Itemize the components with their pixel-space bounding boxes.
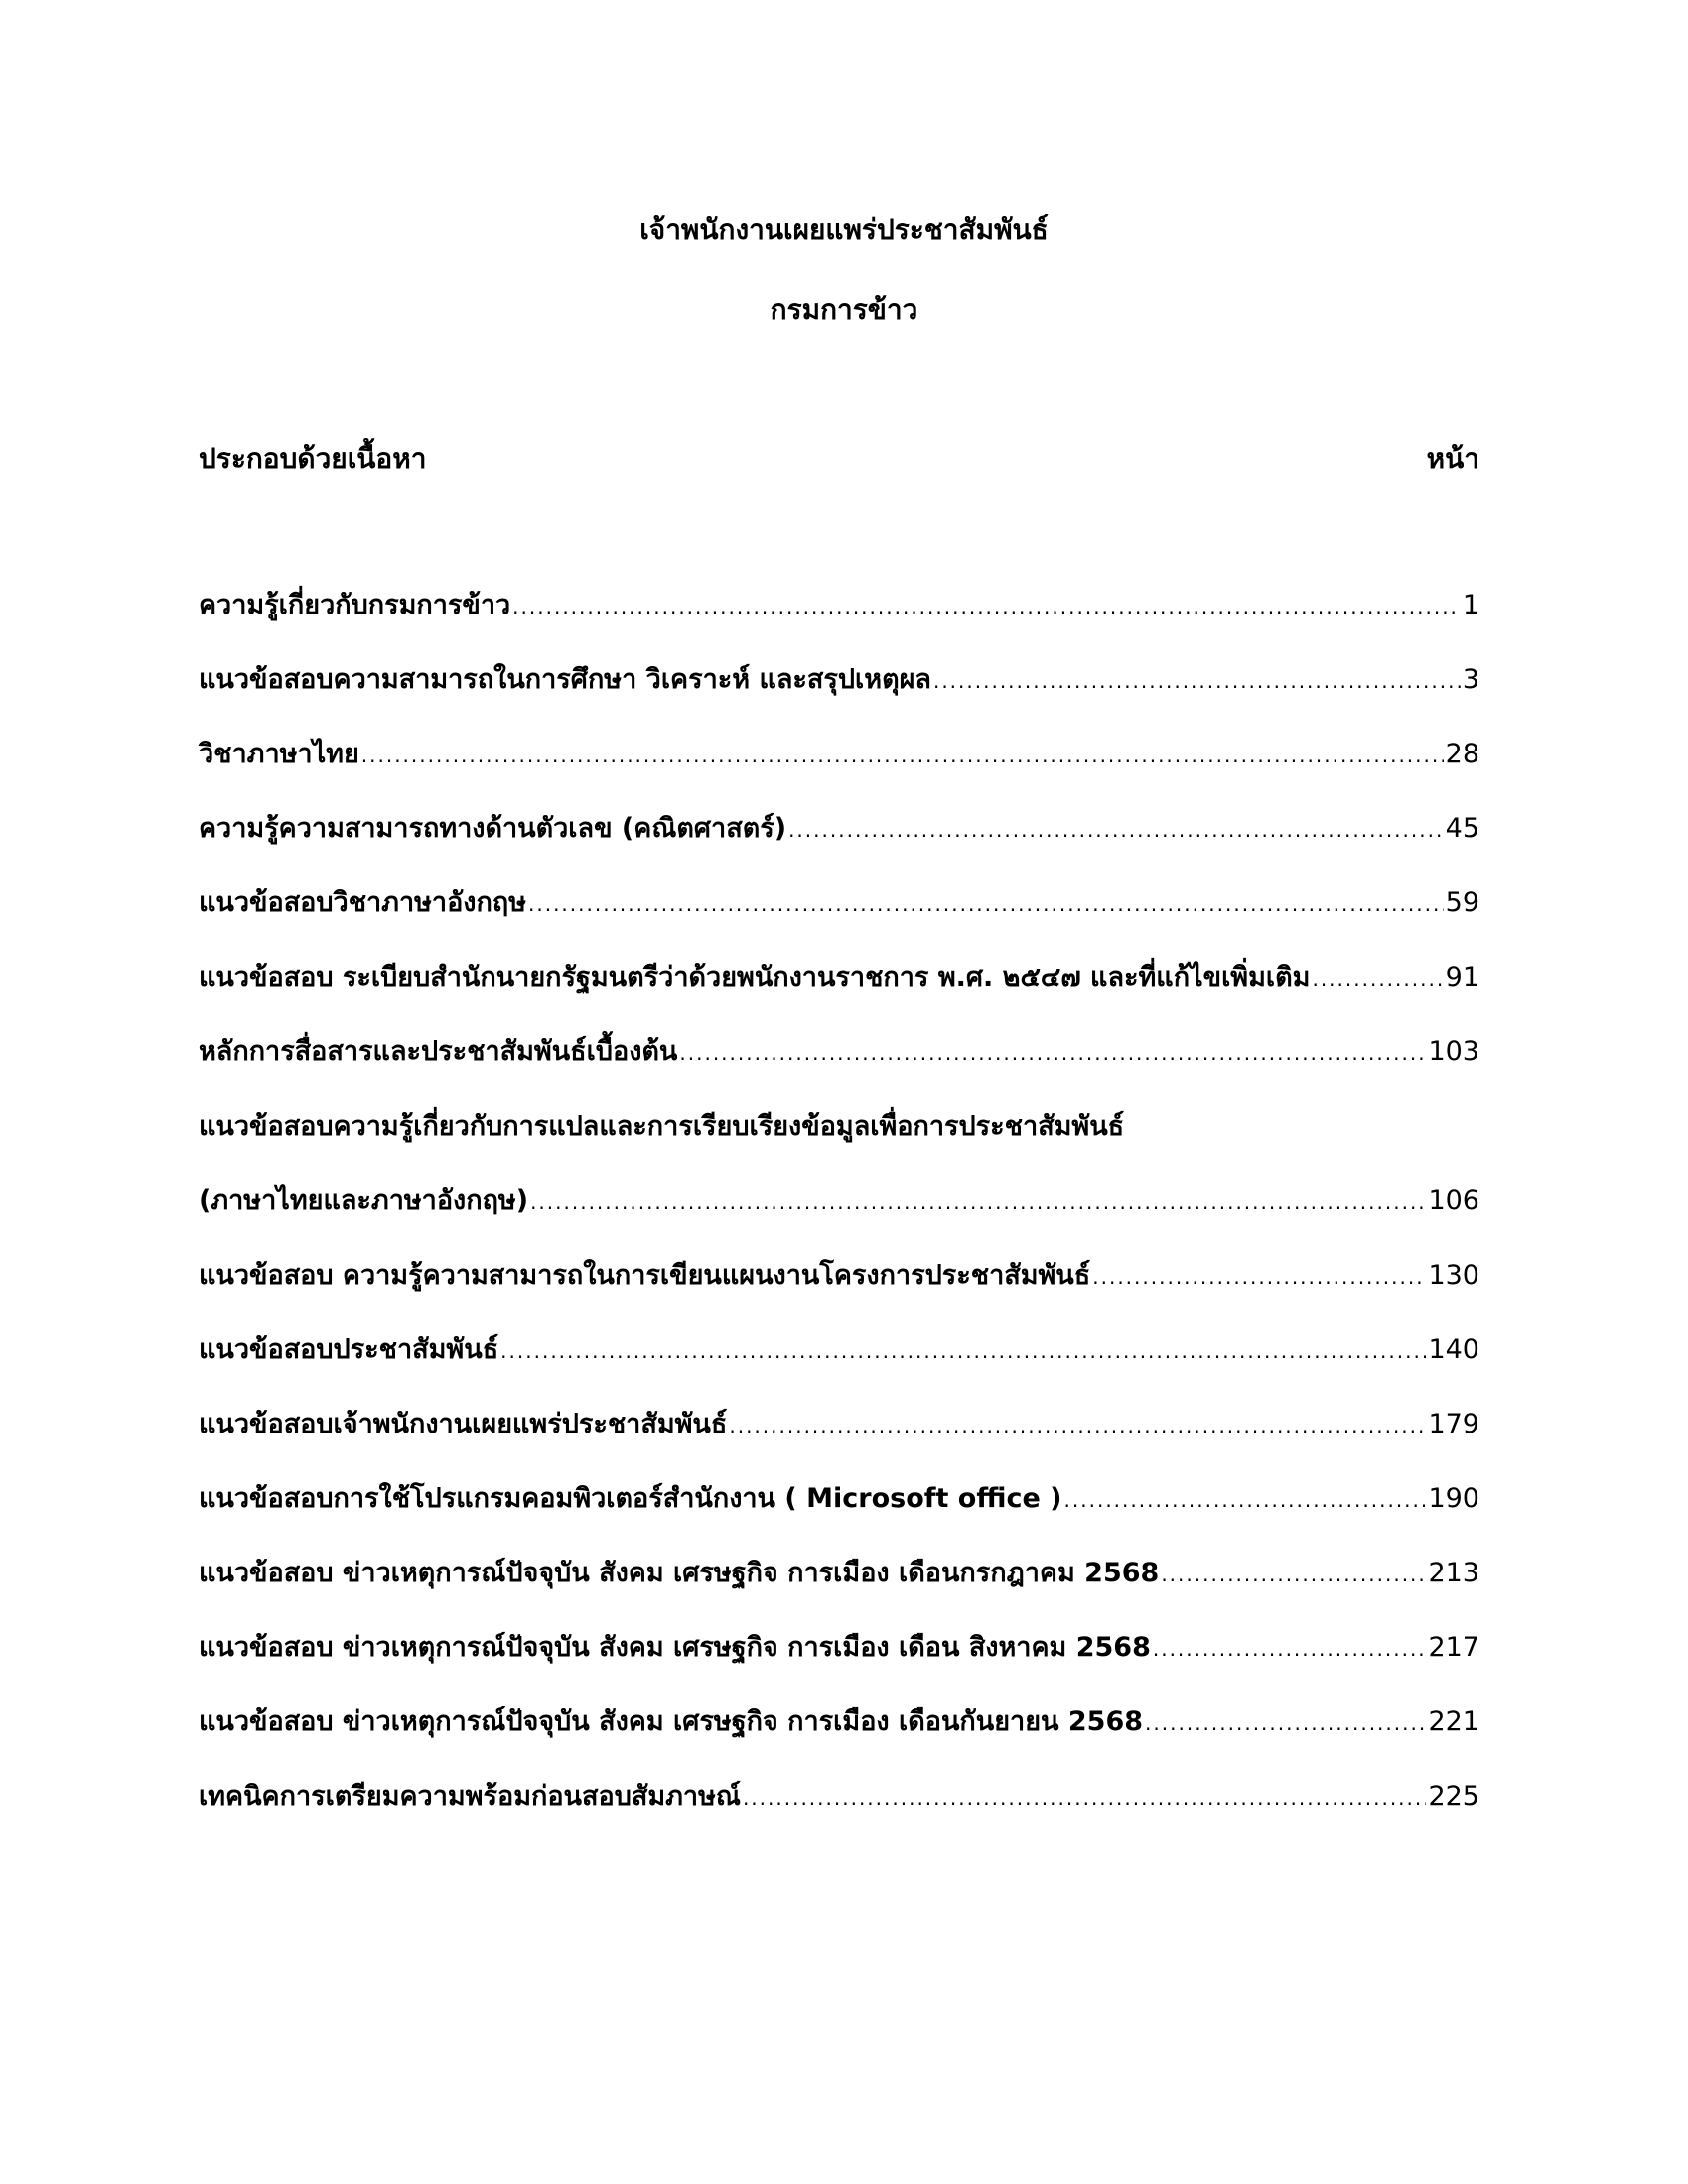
toc-item-label: แนวข้อสอบ ความรู้ความสามารถในการเขียนแผนงานโครงการประชาสัมพันธ์ [199,1260,1091,1291]
toc-item [199,1254,1479,1297]
toc-item-label: ความรู้ความสามารถทางด้านตัวเลข (คณิตศาสตร์) [199,813,787,844]
toc-item-label: ความรู้เกี่ยวกับกรมการข้าว [199,590,511,620]
toc-item [199,1179,1479,1223]
toc-item-page: 130 [1428,1260,1479,1291]
toc-leader [500,1329,1426,1373]
toc-item [199,1775,1479,1819]
toc-item-label: แนวข้อสอบ ข่าวเหตุการณ์ปัจจุบัน สังคม เศรษฐกิจ การเมือง เดือนกันยายน 2568 [199,1706,1144,1737]
toc-leader [933,659,1461,703]
toc-leader [788,808,1444,852]
toc-item [199,658,1479,702]
toc-leader [361,734,1444,777]
toc-leader [1161,1553,1426,1596]
toc-item-label: หลักการสื่อสารและประชาสัมพันธ์เบื้องต้น [199,1036,678,1067]
toc-item [199,882,1479,925]
toc-item-label: แนวข้อสอบประชาสัมพันธ์ [199,1334,499,1365]
toc-leader [1092,1255,1426,1298]
contents-heading: ประกอบด้วยเนื้อหา [199,442,427,475]
toc-item [199,1403,1479,1446]
toc-item [199,1701,1479,1744]
toc-item-page: 179 [1428,1409,1479,1439]
toc-leader [679,1031,1426,1075]
toc-item-page: 28 [1445,739,1479,769]
toc-item [199,807,1479,851]
toc-item-label: แนวข้อสอบ ข่าวเหตุการณ์ปัจจุบัน สังคม เศรษฐกิจ การเมือง เดือน สิงหาคม 2568 [199,1632,1151,1663]
toc-item-page: 103 [1428,1036,1479,1067]
toc-item [199,733,1479,776]
toc-item [199,1626,1479,1670]
toc-item-page: 91 [1445,962,1479,993]
toc-item-page: 1 [1462,590,1479,620]
toc-item-label: (ภาษาไทยและภาษาอังกฤษ) [199,1185,529,1216]
toc-item-label: แนวข้อสอบ ข่าวเหตุการณ์ปัจจุบัน สังคม เศรษฐกิจ การเมือง เดือนกรกฎาคม 2568 [199,1558,1160,1588]
toc-leader [512,585,1461,628]
toc-item [199,584,1479,627]
toc-leader [743,1776,1427,1820]
toc-header [199,439,1479,478]
toc-leader [729,1404,1426,1447]
toc-item [199,956,1479,1000]
toc-leader [1145,1702,1426,1745]
toc-leader [530,1180,1426,1224]
toc-leader [1153,1627,1427,1671]
toc-item [199,1030,1479,1074]
toc-item [199,1552,1479,1595]
toc-item-page: 106 [1428,1185,1479,1216]
toc-item-label: แนวข้อสอบ ระเบียบสำนักนายกรัฐมนตรีว่าด้วยพนักงานราชการ พ.ศ. ๒๕๔๗ และที่แก้ไขเพิ่มเติม [199,962,1311,993]
toc-item-label: แนวข้อสอบความสามารถในการศึกษา วิเคราะห์ และสรุปเหตุผล [199,664,931,695]
toc-item-page: 217 [1428,1632,1479,1663]
toc-item-page: 213 [1428,1558,1479,1588]
toc-item [199,1328,1479,1372]
toc-leader [528,883,1444,926]
toc-item-page: 3 [1462,664,1479,695]
toc-item-page: 140 [1428,1334,1479,1365]
toc-item-page: 45 [1445,813,1479,844]
toc-item-label: แนวข้อสอบการใช้โปรแกรมคอมพิวเตอร์สำนักงาน ( Microsoft office ) [199,1483,1062,1514]
toc-leader [1312,957,1443,1001]
page-heading: หน้า [1426,442,1479,475]
toc-item-page: 59 [1445,887,1479,918]
toc-item-label: เทคนิคการเตรียมความพร้อมก่อนสอบสัมภาษณ์ [199,1781,741,1812]
toc-item-page: 221 [1428,1706,1479,1737]
toc-item-label-line1: แนวข้อสอบความรู้เกี่ยวกับการแปลและการเรียบเรียงข้อมูลเพื่อการประชาสัมพันธ์ [199,1111,1125,1142]
document-subtitle: กรมการข้าว [770,293,918,326]
toc-item-label: วิชาภาษาไทย [199,739,359,769]
toc-item-label: แนวข้อสอบวิชาภาษาอังกฤษ [199,887,526,918]
toc-item-page: 190 [1428,1483,1479,1514]
toc-item-page: 225 [1428,1781,1479,1812]
toc-item [199,1477,1479,1521]
toc-item-label: แนวข้อสอบเจ้าพนักงานเผยแพร่ประชาสัมพันธ์ [199,1409,728,1439]
document-title: เจ้าพนักงานเผยแพร่ประชาสัมพันธ์ [639,213,1049,246]
toc-leader [1064,1478,1427,1522]
